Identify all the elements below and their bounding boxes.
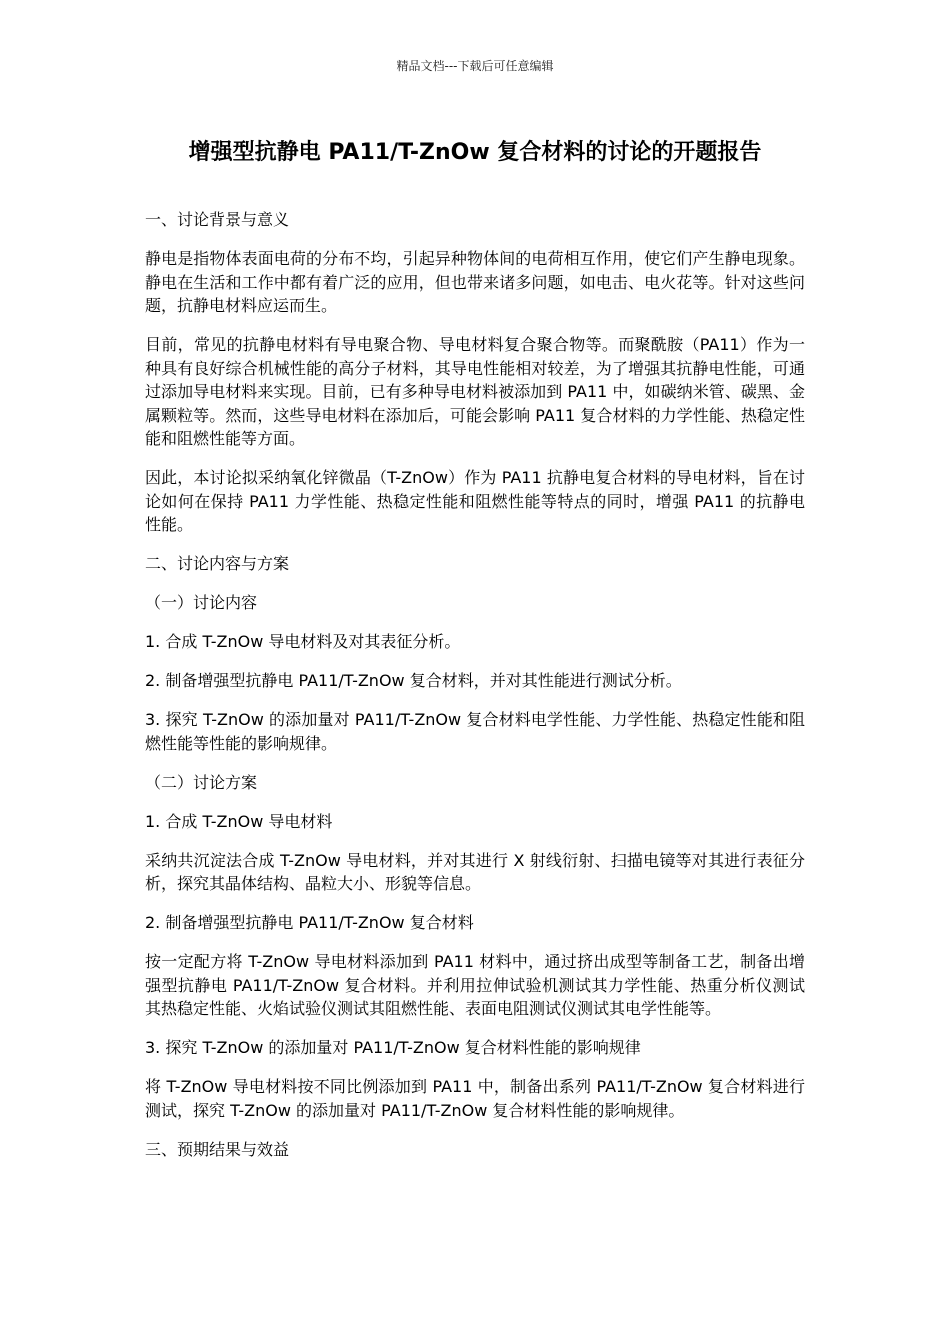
body-paragraph: 将 T-ZnOw 导电材料按不同比例添加到 PA11 中，制备出系列 PA11/T-ZnOw 复合材料进行测试，探究 T-ZnOw 的添加量对 PA11/T-ZnOw 复合材料性能的影响规律。 [145, 1077, 805, 1120]
body-paragraph: 按一定配方将 T-ZnOw 导电材料添加到 PA11 材料中，通过挤出成型等制备工艺，制备出增强型抗静电 PA11/T-ZnOw 复合材料。并利用拉伸试验机测试其力学性能、热重分析仪测试其热稳定性能、火焰试验仪测试其阻燃性能、表面电阻测试仪测试其电学性能等。 [145, 952, 805, 1018]
subsection-heading-content: （一）讨论内容 [145, 593, 258, 612]
section-heading-expected-results: 三、预期结果与效益 [145, 1139, 290, 1159]
body-paragraph: 采纳共沉淀法合成 T-ZnOw 导电材料，并对其进行 X 射线衍射、扫描电镜等对其进行表征分析，探究其晶体结构、晶粒大小、形貌等信息。 [145, 850, 805, 893]
body-paragraph: 目前，常见的抗静电材料有导电聚合物、导电材料复合聚合物等。而聚酰胺（PA11）作为一种具有良好综合机械性能的高分子材料，其导电性能相对较差，为了增强其抗静电性能，可通过添加导电材料来实现。目前，已有多种导电材料被添加到 PA11 中，如碳纳米管、碳黑、金属颗粒等。然而，这些导电材料在添加后，可能会影响 PA11 复合材料的力学性能、热稳定性能和阻燃性能等方面。 [145, 335, 805, 448]
list-item: 1. 合成 T-ZnOw 导电材料及对其表征分析。 [145, 632, 461, 651]
list-item: 1. 合成 T-ZnOw 导电材料 [145, 811, 333, 831]
section-heading-content-plan: 二、讨论内容与方案 [145, 554, 290, 573]
subsection-heading-plan: （二）讨论方案 [145, 772, 258, 792]
section-heading-background: 一、讨论背景与意义 [145, 210, 290, 229]
page-header-note: 精品文档---下载后可任意编辑 [396, 59, 554, 73]
list-item: 3. 探究 T-ZnOw 的添加量对 PA11/T-ZnOw 复合材料性能的影响规律 [145, 1038, 641, 1057]
body-paragraph: 静电是指物体表面电荷的分布不均，引起异种物体间的电荷相互作用，使它们产生静电现象。静电在生活和工作中都有着广泛的应用，但也带来诸多问题，如电击、电火花等。针对这些问题，抗静电材料应运而生。 [145, 249, 805, 315]
list-item: 3. 探究 T-ZnOw 的添加量对 PA11/T-ZnOw 复合材料电学性能、力学性能、热稳定性能和阻燃性能等性能的影响规律。 [145, 710, 805, 753]
document-body [145, 208, 805, 1177]
body-paragraph: 因此，本讨论拟采纳氧化锌微晶（T-ZnOw）作为 PA11 抗静电复合材料的导电材料，旨在讨论如何在保持 PA11 力学性能、热稳定性能和阻燃性能等特点的同时，增强 PA11 的抗静电性能。 [145, 468, 805, 534]
list-item: 2. 制备增强型抗静电 PA11/T-ZnOw 复合材料 [145, 913, 474, 932]
list-item: 2. 制备增强型抗静电 PA11/T-ZnOw 复合材料，并对其性能进行测试分析。 [145, 671, 682, 690]
document-title: 增强型抗静电 PA11/T-ZnOw 复合材料的讨论的开题报告 [188, 140, 762, 165]
